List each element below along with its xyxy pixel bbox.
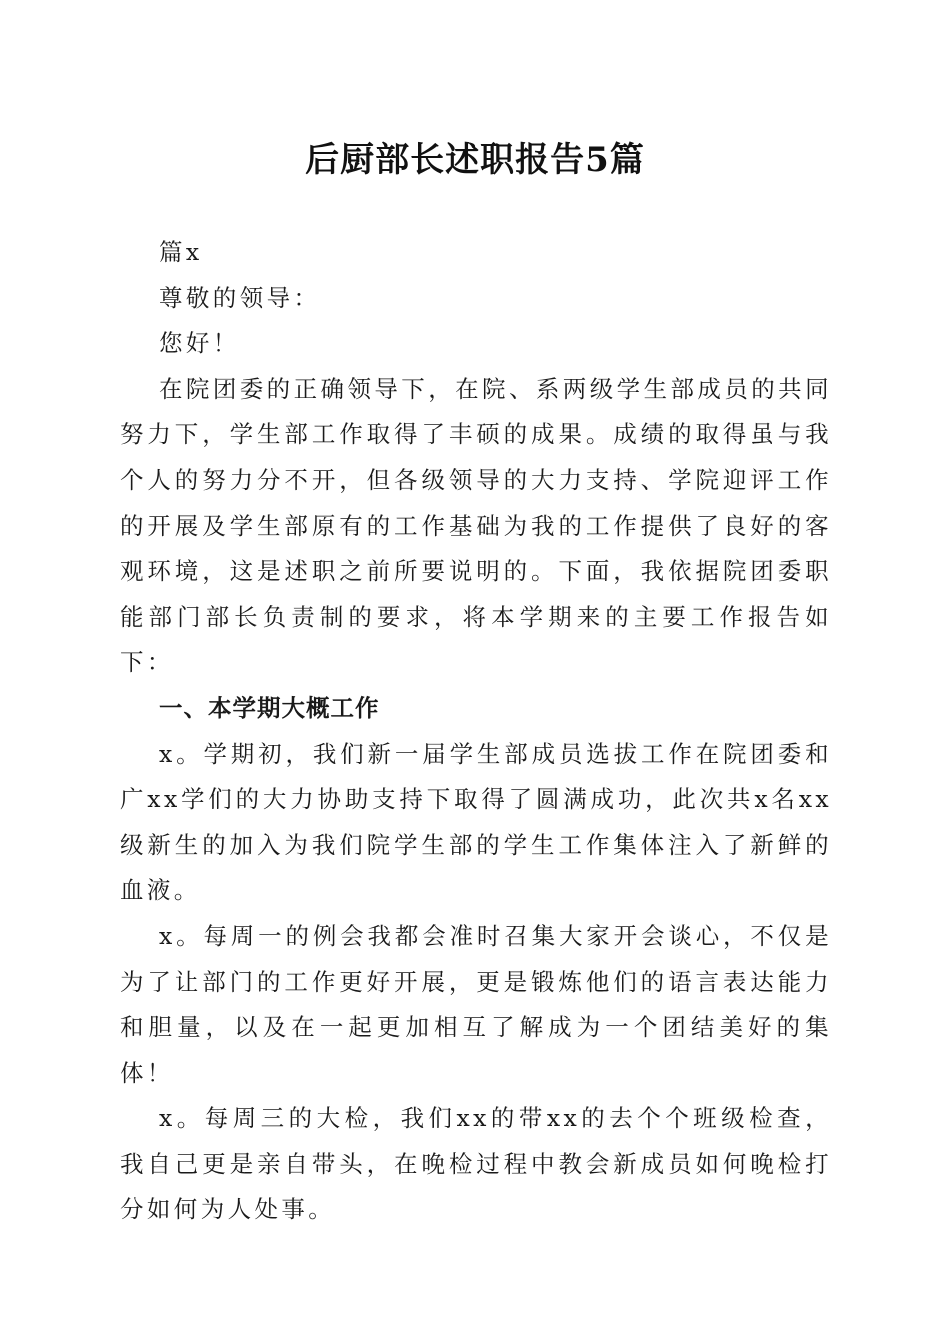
section-label: 篇x bbox=[159, 238, 203, 266]
work-item-paragraph: x。学期初，我们新一届学生部成员选拔工作在院团委和广xx学们的大力协助支持下取得了圆满成功，此次共x名xx级新生的加入为我们院学生部的学生工作集体注入了新鲜的血液。 bbox=[120, 739, 832, 905]
work-item-paragraph: x。每周一的例会我都会准时召集大家开会谈心，不仅是为了让部门的工作更好开展，更是锻炼他们的语言表达能力和胆量，以及在一起更加相互了解成为一个团结美好的集体！ bbox=[120, 921, 832, 1087]
document-body bbox=[120, 230, 832, 1233]
section-heading: 一、本学期大概工作 bbox=[159, 693, 380, 722]
work-item-paragraph: x。每周三的大检，我们xx的带xx的去个个班级检查，我自己更是亲自带头，在晚检过程中教会新成员如何晚检打分如何为人处事。 bbox=[120, 1104, 832, 1224]
greeting: 您好！ bbox=[159, 329, 240, 358]
intro-paragraph: 在院团委的正确领导下，在院、系两级学生部成员的共同努力下，学生部工作取得了丰硕的成果。成绩的取得虽与我个人的努力分不开，但各级领导的大力支持、学院迎评工作的开展及学生部原有的工作基础为我的工作提供了良好的客观环境，这是述职之前所要说明的。下面，我依据院团委职能部门部长负责制的要求，将本学期来的主要工作报告如下： bbox=[120, 374, 832, 677]
document-title: 后厨部长述职报告5篇 bbox=[305, 140, 645, 180]
salutation: 尊敬的领导： bbox=[159, 283, 321, 312]
